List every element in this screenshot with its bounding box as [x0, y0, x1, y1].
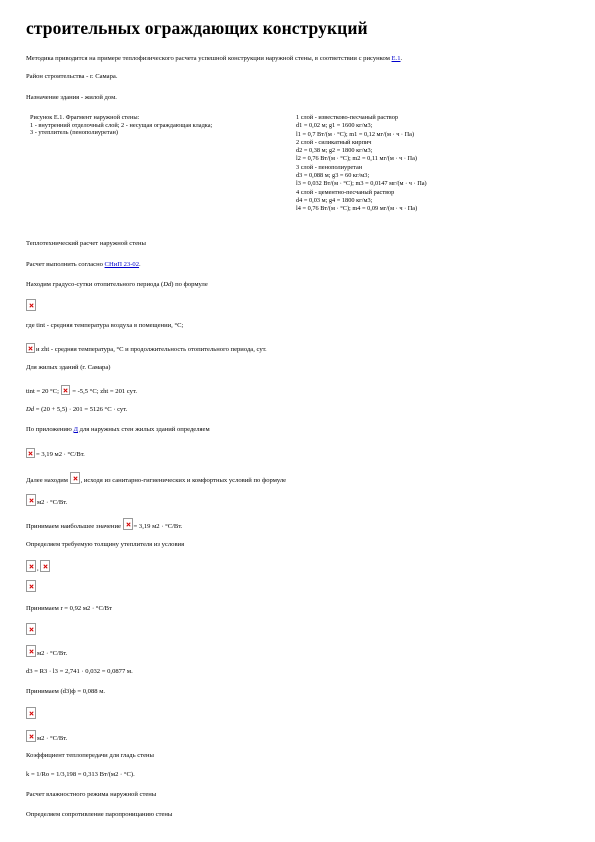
formula-line [26, 299, 37, 312]
layer-line: 2 слой - силикатный кирпич [296, 138, 372, 146]
page-title: строительных ограждающих конструкций [26, 18, 368, 38]
formula-line [26, 623, 37, 636]
layer-line: l1 = 0,7 Вт/(м · °С); m1 = 0,12 мг/(м · ч · Па) [296, 130, 415, 138]
d3-line: d3 = R3 · l3 = 2,741 · 0,032 = 0,0877 м. [26, 668, 133, 675]
calc-end: . [139, 261, 141, 268]
appendix-link[interactable]: Д [73, 426, 79, 433]
thickness-line: Определяем требуемую толщину утеплителя из условия [26, 541, 185, 548]
degree-days-line [26, 281, 208, 289]
purpose-line: Назначение здания - жилой дом. [26, 94, 117, 101]
rreq-value: = 3,19 м2 · °С/Вт. [36, 451, 85, 458]
broken-image-icon [26, 623, 36, 635]
section-heading: Расчет влажностного режима наружной стены [26, 791, 157, 798]
dd-var: Dd [163, 281, 172, 288]
vapor-line: Определяем сопротивление паропроницанию стены [26, 811, 173, 818]
condition-line [26, 560, 51, 573]
figure-link[interactable]: Е.1 [391, 55, 401, 62]
broken-image-icon [26, 448, 35, 458]
tht-definition-line [26, 343, 267, 354]
dd-formula-rest: = (20 + 5,5) · 201 = 5126 °С · сут. [34, 406, 128, 413]
figure-caption-line: Рисунок Е.1. Фрагмент наружной стены: [30, 114, 140, 121]
unit-text: м2 · °С/Вт. [37, 499, 68, 506]
dd-end: ) по формуле [171, 281, 208, 288]
values-a: tint = 20 °С; [26, 388, 61, 395]
figure-caption-line: 1 - внутренний отделочный слой; 2 - несущая ограждающая кладка; [30, 121, 213, 129]
figure-caption [30, 114, 212, 137]
layer-line: 4 слой - цементно-песчаный раствор [296, 188, 395, 196]
next-a: Далее находим [26, 477, 70, 484]
k-line: k = 1/Ro = 1/3,198 = 0,313 Вт/(м2 · °С). [26, 771, 135, 778]
figure-caption-line: 3 - утеплитель (пенополиуретан) [30, 129, 119, 137]
broken-image-icon [26, 580, 36, 592]
layer-properties [296, 114, 427, 214]
values-b: = -5,5 °С; zht = 201 сут. [70, 388, 137, 395]
layer-line: 3 слой - пенополиуретан [296, 163, 363, 171]
dd-text: Находим градусо-сутки отопительного периода ( [26, 281, 164, 288]
layer-line: d3 = 0,088 м; g3 = 60 кг/м3; [296, 172, 370, 180]
d3-accept-line: Принимаем (d3)ф = 0,088 м. [26, 688, 106, 695]
region-line: Район строительства - г. Самара. [26, 73, 118, 80]
accept-b: = 3,19 м2 · °С/Вт. [133, 523, 183, 530]
r-accept-line: Принимаем r = 0,92 м2 · °С/Вт [26, 605, 112, 612]
next-line [26, 472, 286, 485]
broken-image-icon [26, 645, 36, 657]
snip-link[interactable]: СНиП 23-02 [104, 261, 140, 268]
unit-text: м2 · °С/Вт. [37, 650, 68, 657]
broken-image-icon [26, 494, 36, 506]
layer-line: l4 = 0,76 Вт/(м · °С); m4 = 0,09 мг/(м · ч · Па) [296, 205, 418, 213]
intro-text: Методика приводится на примере теплофизического расчета успешной конструкции наружной стены, в соответствии с рисунком [26, 55, 392, 62]
values-line [26, 385, 137, 396]
calc-basis [26, 261, 141, 269]
unit-line-1 [26, 494, 67, 507]
broken-image-icon [123, 518, 133, 530]
accept-a: Принимаем наибольшее значение [26, 523, 123, 530]
samara-line: Для жилых зданий (г. Самара) [26, 364, 111, 371]
broken-image-icon [40, 560, 50, 572]
comma: , [37, 565, 39, 572]
appendix-line [26, 426, 210, 434]
unit-line-3 [26, 730, 67, 743]
unit-text: м2 · °С/Вт. [37, 735, 68, 742]
tint-definition: где tint - средняя температура воздуха в помещении, °С; [26, 322, 184, 329]
layer-line: d2 = 0,38 м; g2 = 1800 кг/м3; [296, 147, 373, 155]
broken-image-icon [61, 385, 70, 395]
tht-definition: и zht - средняя температура, °С и продолжительность отопительного периода, сут. [36, 346, 267, 353]
intro-paragraph [26, 55, 402, 63]
unit-line-2 [26, 645, 67, 658]
appendix-end: для наружных стен жилых зданий определяем [78, 426, 210, 433]
intro-end: . [400, 55, 403, 62]
broken-image-icon [70, 472, 80, 484]
section-heading: Коэффициент теплопередачи для гладь стены [26, 752, 154, 759]
appendix-text: По приложению [26, 426, 74, 433]
formula-line [26, 580, 37, 593]
section-heading: Теплотехнический расчет наружной стены [26, 240, 146, 247]
broken-image-icon [26, 343, 35, 353]
broken-image-icon [26, 299, 36, 311]
formula-line [26, 707, 37, 720]
layer-line: d1 = 0,02 м; g1 = 1600 кг/м3; [296, 122, 373, 130]
dd-formula-var: Dd [26, 406, 35, 413]
dd-formula-line [26, 406, 127, 414]
layer-line: l3 = 0,032 Вт/(м · °С); m3 = 0,0147 мг/(м · ч · Па) [296, 180, 427, 188]
layer-line: d4 = 0,03 м; g4 = 1800 кг/м3; [296, 196, 373, 204]
rreq-line [26, 448, 85, 459]
calc-text: Расчет выполнить согласно [26, 261, 105, 268]
layer-line: l2 = 0,76 Вт/(м · °С); m2 = 0,11 мг/(м · ч · Па) [296, 155, 417, 163]
broken-image-icon [26, 560, 36, 572]
broken-image-icon [26, 707, 36, 719]
accept-line [26, 518, 182, 531]
layer-line: 1 слой - известково-песчаный раствор [296, 114, 398, 121]
broken-image-icon [26, 730, 36, 742]
next-b: , исходя из санитарно-гигиенических и комфортных условий по формуле [80, 477, 287, 484]
